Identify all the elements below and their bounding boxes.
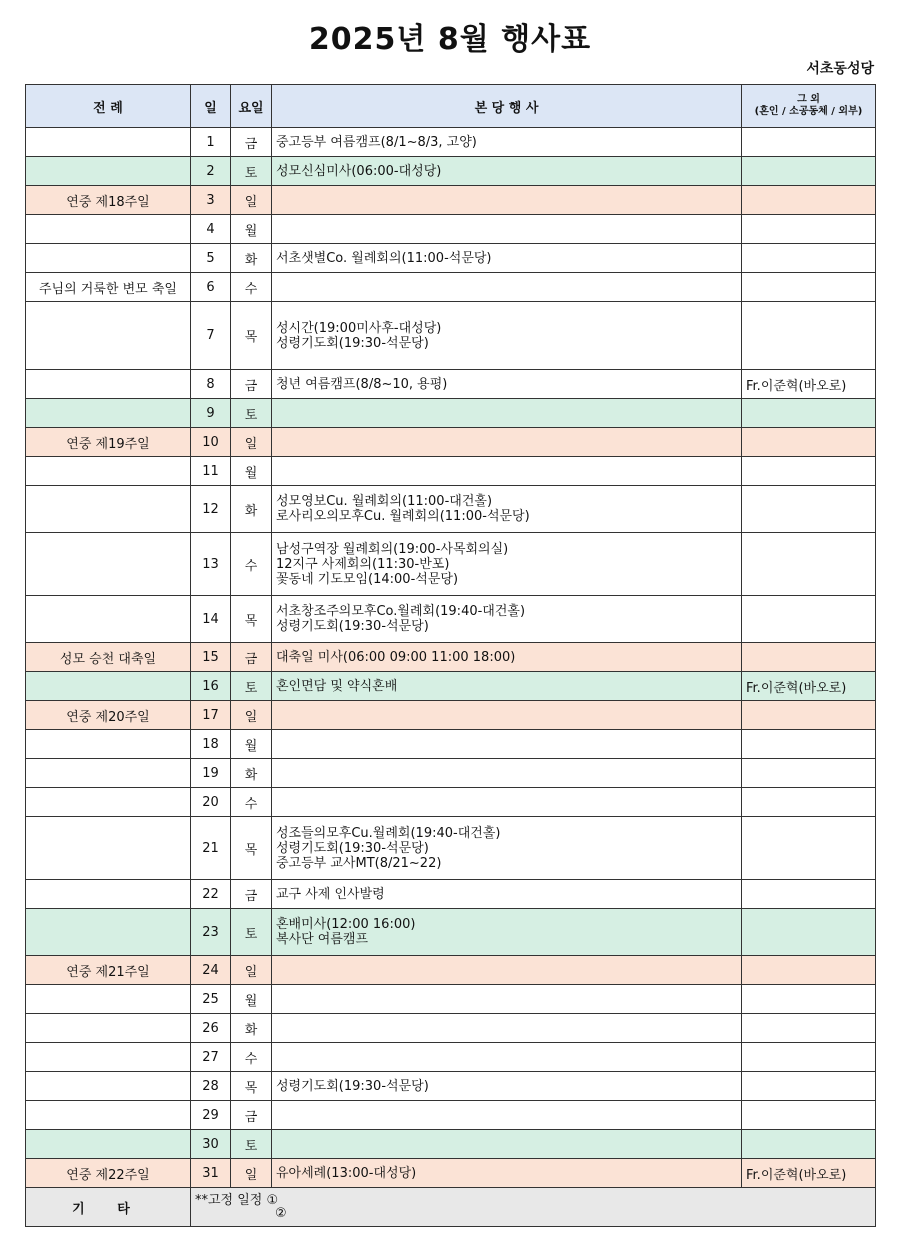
table-row — [26, 730, 876, 759]
schedule-table — [25, 84, 876, 1227]
table-row — [26, 157, 876, 186]
events-cell — [272, 273, 742, 302]
other-cell: Fr.이준혁(바오로) — [742, 370, 876, 399]
liturgy-cell — [26, 880, 191, 909]
event-line: 성령기도회(19:30-석문당) — [276, 619, 429, 634]
other-cell — [742, 428, 876, 457]
weekday-cell: 금 — [231, 370, 272, 399]
weekday-cell: 화 — [231, 486, 272, 533]
day-cell: 9 — [191, 399, 231, 428]
day-cell: 21 — [191, 817, 231, 880]
table-row — [26, 985, 876, 1014]
other-cell: Fr.이준혁(바오로) — [742, 1159, 876, 1188]
day-cell: 6 — [191, 273, 231, 302]
page-title: 2025년 8월 행사표 — [308, 22, 592, 57]
other-cell — [742, 1043, 876, 1072]
liturgy-cell: 연중 제22주일 — [26, 1159, 191, 1188]
weekday-cell: 수 — [231, 788, 272, 817]
header-weekday: 요일 — [231, 85, 272, 128]
liturgy-cell — [26, 128, 191, 157]
events-cell — [272, 486, 742, 533]
misc-label: 기 타 — [26, 1188, 191, 1227]
event-line: 성모신심미사(06:00-대성당) — [276, 163, 442, 179]
day-cell: 28 — [191, 1072, 231, 1101]
day-cell: 24 — [191, 956, 231, 985]
liturgy-cell — [26, 1101, 191, 1130]
event-line: 성령기도회(19:30-석문당) — [276, 840, 429, 856]
table-row — [26, 817, 876, 880]
other-cell — [742, 1101, 876, 1130]
events-cell — [272, 215, 742, 244]
liturgy-cell — [26, 302, 191, 370]
misc-item-2: ② — [275, 1206, 287, 1221]
other-cell — [742, 817, 876, 880]
weekday-cell: 수 — [231, 273, 272, 302]
weekday-cell: 일 — [231, 956, 272, 985]
events-cell — [272, 1101, 742, 1130]
liturgy-cell — [26, 909, 191, 956]
weekday-cell: 화 — [231, 759, 272, 788]
event-line: 중고등부 여름캠프(8/1~8/3, 고양) — [276, 134, 477, 150]
weekday-cell: 토 — [231, 1130, 272, 1159]
day-cell: 17 — [191, 701, 231, 730]
events-cell — [272, 302, 742, 370]
other-cell — [742, 457, 876, 486]
other-cell — [742, 128, 876, 157]
table-row — [26, 1043, 876, 1072]
day-cell: 3 — [191, 186, 231, 215]
day-cell: 5 — [191, 244, 231, 273]
event-line: 로사리오의모후Cu. 월례회의(11:00-석문당) — [276, 509, 530, 524]
table-row — [26, 302, 876, 370]
weekday-cell: 화 — [231, 244, 272, 273]
events-cell — [272, 157, 742, 186]
day-cell: 23 — [191, 909, 231, 956]
other-cell — [742, 759, 876, 788]
events-cell — [272, 399, 742, 428]
weekday-cell: 토 — [231, 909, 272, 956]
events-cell — [272, 672, 742, 701]
day-cell: 14 — [191, 596, 231, 643]
weekday-cell: 월 — [231, 457, 272, 486]
other-cell — [742, 533, 876, 596]
other-cell — [742, 788, 876, 817]
liturgy-cell — [26, 730, 191, 759]
event-line: 남성구역장 월례회의(19:00-사목회의실) — [276, 541, 509, 557]
other-cell — [742, 186, 876, 215]
parish-name: 서초동성당 — [806, 61, 874, 77]
other-cell — [742, 1014, 876, 1043]
events-cell — [272, 788, 742, 817]
table-row — [26, 244, 876, 273]
table-row — [26, 428, 876, 457]
liturgy-cell — [26, 596, 191, 643]
event-line: 성조들의모후Cu.월례회(19:40-대건홀) — [276, 825, 501, 841]
liturgy-cell: 연중 제19주일 — [26, 428, 191, 457]
weekday-cell: 목 — [231, 302, 272, 370]
liturgy-cell — [26, 1130, 191, 1159]
day-cell: 19 — [191, 759, 231, 788]
event-line: 서초창조주의모후Co.월례회(19:40-대건홀) — [276, 604, 526, 619]
event-line: 교구 사제 인사발령 — [276, 886, 385, 902]
misc-row — [26, 1188, 876, 1227]
header-events: 본 당 행 사 — [272, 85, 742, 128]
other-cell — [742, 486, 876, 533]
liturgy-cell — [26, 244, 191, 273]
other-cell — [742, 956, 876, 985]
liturgy-cell — [26, 817, 191, 880]
other-cell — [742, 244, 876, 273]
event-line: 중고등부 교사MT(8/21~22) — [276, 855, 442, 871]
event-line: 꽃동네 기도모임(14:00-석문당) — [276, 571, 459, 587]
table-row — [26, 1159, 876, 1188]
events-cell — [272, 909, 742, 956]
other-cell: Fr.이준혁(바오로) — [742, 672, 876, 701]
header-other — [742, 85, 876, 128]
liturgy-cell — [26, 533, 191, 596]
liturgy-cell — [26, 1043, 191, 1072]
event-line: 성시간(19:00미사후-대성당) — [276, 320, 442, 336]
liturgy-cell: 성모 승천 대축일 — [26, 643, 191, 672]
other-cell — [742, 1130, 876, 1159]
other-cell — [742, 399, 876, 428]
table-row — [26, 1101, 876, 1130]
day-cell: 15 — [191, 643, 231, 672]
liturgy-cell — [26, 157, 191, 186]
table-row — [26, 1130, 876, 1159]
events-cell — [272, 457, 742, 486]
day-cell: 30 — [191, 1130, 231, 1159]
event-line: 복사단 여름캠프 — [276, 932, 369, 947]
header-day: 일 — [191, 85, 231, 128]
event-line: 청년 여름캠프(8/8~10, 용평) — [276, 376, 448, 392]
weekday-cell: 월 — [231, 985, 272, 1014]
events-cell — [272, 428, 742, 457]
liturgy-cell: 주님의 거룩한 변모 축일 — [26, 273, 191, 302]
day-cell: 29 — [191, 1101, 231, 1130]
events-cell — [272, 759, 742, 788]
weekday-cell: 일 — [231, 1159, 272, 1188]
weekday-cell: 토 — [231, 672, 272, 701]
day-cell: 1 — [191, 128, 231, 157]
day-cell: 27 — [191, 1043, 231, 1072]
liturgy-cell — [26, 759, 191, 788]
other-cell — [742, 273, 876, 302]
weekday-cell: 월 — [231, 215, 272, 244]
day-cell: 31 — [191, 1159, 231, 1188]
day-cell: 7 — [191, 302, 231, 370]
other-cell — [742, 643, 876, 672]
header-row — [26, 85, 876, 128]
liturgy-cell — [26, 457, 191, 486]
events-cell — [272, 1159, 742, 1188]
table-row — [26, 1072, 876, 1101]
other-cell — [742, 985, 876, 1014]
events-cell — [272, 956, 742, 985]
table-row — [26, 596, 876, 643]
day-cell: 25 — [191, 985, 231, 1014]
events-cell — [272, 985, 742, 1014]
weekday-cell: 월 — [231, 730, 272, 759]
weekday-cell: 토 — [231, 157, 272, 186]
weekday-cell: 목 — [231, 1072, 272, 1101]
day-cell: 10 — [191, 428, 231, 457]
table-row — [26, 370, 876, 399]
table-row — [26, 759, 876, 788]
misc-item-1: ① — [266, 1193, 279, 1208]
liturgy-cell — [26, 215, 191, 244]
events-cell — [272, 244, 742, 273]
events-cell — [272, 186, 742, 215]
weekday-cell: 수 — [231, 533, 272, 596]
liturgy-cell — [26, 399, 191, 428]
misc-fixed-label: **고정 일정 — [195, 1193, 263, 1208]
liturgy-cell: 연중 제18주일 — [26, 186, 191, 215]
table-row — [26, 457, 876, 486]
table-row — [26, 880, 876, 909]
table-row — [26, 399, 876, 428]
liturgy-cell — [26, 1072, 191, 1101]
other-cell — [742, 1072, 876, 1101]
event-line: 성모영보Cu. 월례회의(11:00-대건홀) — [276, 494, 493, 509]
table-row — [26, 273, 876, 302]
other-cell — [742, 157, 876, 186]
day-cell: 16 — [191, 672, 231, 701]
weekday-cell: 수 — [231, 1043, 272, 1072]
header-other-subtitle: (혼인 / 소공동체 / 외부) — [754, 106, 863, 117]
event-line: 유아세례(13:00-대성당) — [276, 1165, 417, 1181]
misc-body — [191, 1188, 876, 1227]
table-row — [26, 486, 876, 533]
header-other-title: 그 외 — [797, 94, 820, 105]
other-cell — [742, 215, 876, 244]
table-row — [26, 128, 876, 157]
other-cell — [742, 596, 876, 643]
day-cell: 22 — [191, 880, 231, 909]
events-cell — [272, 643, 742, 672]
events-cell — [272, 596, 742, 643]
day-cell: 4 — [191, 215, 231, 244]
liturgy-cell — [26, 370, 191, 399]
table-row — [26, 909, 876, 956]
table-row — [26, 701, 876, 730]
other-cell — [742, 880, 876, 909]
other-cell — [742, 730, 876, 759]
event-line: 대축일 미사(06:00 09:00 11:00 18:00) — [276, 649, 516, 665]
other-cell — [742, 302, 876, 370]
weekday-cell: 금 — [231, 643, 272, 672]
day-cell: 26 — [191, 1014, 231, 1043]
other-cell — [742, 909, 876, 956]
table-row — [26, 215, 876, 244]
weekday-cell: 금 — [231, 1101, 272, 1130]
weekday-cell: 금 — [231, 880, 272, 909]
event-line: 혼인면담 및 약식혼배 — [276, 678, 398, 694]
weekday-cell: 토 — [231, 399, 272, 428]
events-cell — [272, 1072, 742, 1101]
event-line: 성령기도회(19:30-석문당) — [276, 335, 429, 351]
table-row — [26, 672, 876, 701]
liturgy-cell — [26, 788, 191, 817]
liturgy-cell — [26, 486, 191, 533]
events-cell — [272, 1014, 742, 1043]
day-cell: 20 — [191, 788, 231, 817]
events-cell — [272, 730, 742, 759]
event-line: 12지구 사제회의(11:30-반포) — [276, 556, 450, 572]
table-row — [26, 533, 876, 596]
liturgy-cell — [26, 1014, 191, 1043]
day-cell: 8 — [191, 370, 231, 399]
weekday-cell: 일 — [231, 186, 272, 215]
day-cell: 18 — [191, 730, 231, 759]
table-row — [26, 956, 876, 985]
day-cell: 11 — [191, 457, 231, 486]
table-row — [26, 1014, 876, 1043]
weekday-cell: 목 — [231, 596, 272, 643]
day-cell: 2 — [191, 157, 231, 186]
weekday-cell: 일 — [231, 428, 272, 457]
weekday-cell: 금 — [231, 128, 272, 157]
day-cell: 13 — [191, 533, 231, 596]
liturgy-cell: 연중 제20주일 — [26, 701, 191, 730]
events-cell — [272, 817, 742, 880]
table-row — [26, 643, 876, 672]
table-row — [26, 186, 876, 215]
events-cell — [272, 370, 742, 399]
header-liturgy: 전 례 — [26, 85, 191, 128]
other-cell — [742, 701, 876, 730]
weekday-cell: 화 — [231, 1014, 272, 1043]
events-cell — [272, 1043, 742, 1072]
weekday-cell: 목 — [231, 817, 272, 880]
events-cell — [272, 701, 742, 730]
liturgy-cell — [26, 985, 191, 1014]
events-cell — [272, 533, 742, 596]
events-cell — [272, 1130, 742, 1159]
events-cell — [272, 128, 742, 157]
event-line: 서초샛별Co. 월례회의(11:00-석문당) — [276, 250, 492, 266]
liturgy-cell: 연중 제21주일 — [26, 956, 191, 985]
event-line: 성령기도회(19:30-석문당) — [276, 1078, 429, 1094]
liturgy-cell — [26, 672, 191, 701]
event-line: 혼배미사(12:00 16:00) — [276, 917, 416, 932]
day-cell: 12 — [191, 486, 231, 533]
events-cell — [272, 880, 742, 909]
table-row — [26, 788, 876, 817]
weekday-cell: 일 — [231, 701, 272, 730]
